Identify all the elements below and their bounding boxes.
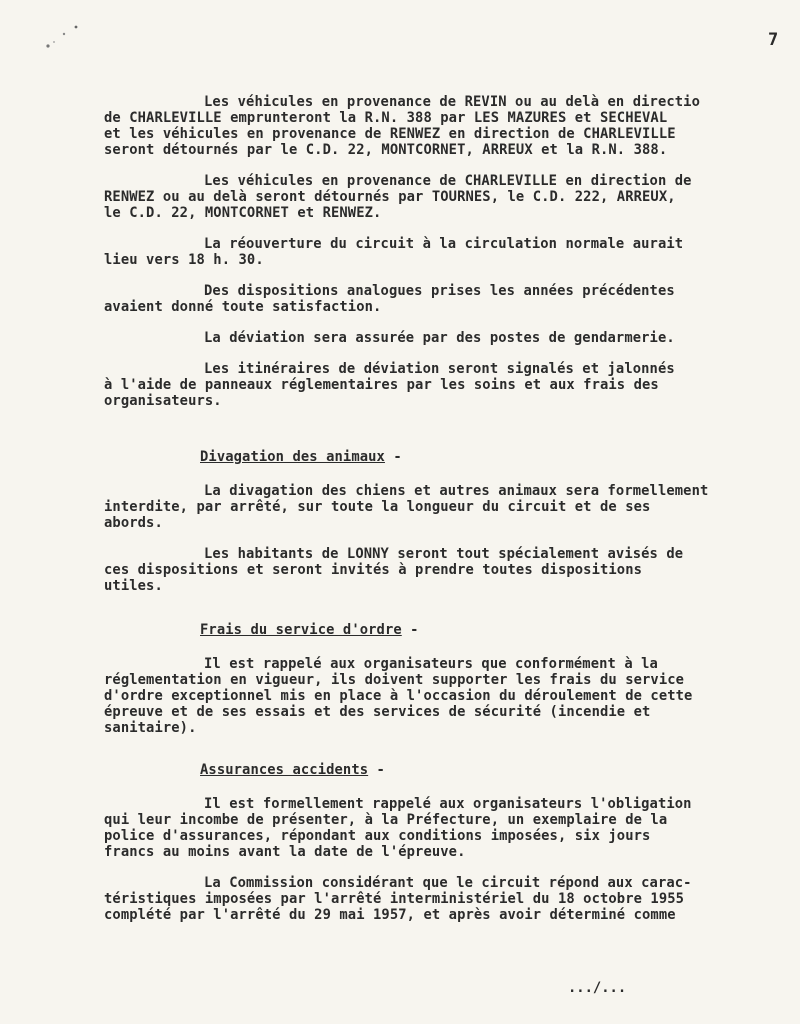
text-line: interdite, par arrêté, sur toute la longueur du circuit et de ses [104,499,651,515]
text-line: La déviation sera assurée par des postes de gendarmerie. [204,330,675,346]
heading-dash: - [368,762,385,778]
text-line: avaient donné toute satisfaction. [104,299,382,315]
text-line: Les véhicules en provenance de REVIN ou au delà en directio [204,94,700,110]
continuation-mark: .../... [568,980,627,996]
text-line: Les habitants de LONNY seront tout spécialement avisés de [204,546,684,562]
text-line: téristiques imposées par l'arrêté interministériel du 18 octobre 1955 [104,891,685,907]
document-body [104,94,794,938]
text-line: francs au moins avant la date de l'épreuve. [104,844,466,860]
section-heading-service-costs [200,622,794,638]
text-line: ces dispositions et seront invités à prendre toutes dispositions [104,562,643,578]
text-line: complété par l'arrêté du 29 mai 1957, et après avoir déterminé comme [104,907,676,923]
text-line: de CHARLEVILLE emprunteront la R.N. 388 par LES MAZURES et SECHEVAL [104,110,668,126]
text-line: La divagation des chiens et autres animaux sera formellement [204,483,709,499]
heading-dash: - [384,449,402,465]
text-line: épreuve et de ses essais et des services de sécurité (incendie et [104,704,651,720]
text-line: La Commission considérant que le circuit répond aux carac- [204,875,692,891]
section-title: Frais du service d'ordre [200,622,402,638]
paragraph-service-costs [104,656,794,736]
paragraph-reopening [104,236,794,268]
section-title: Divagation des animaux [200,449,385,465]
paragraph-previous-years [104,283,794,315]
text-line: qui leur incombe de présenter, à la Préfecture, un exemplaire de la [104,812,668,828]
paragraph-gendarmerie [104,330,794,346]
section-heading-animals [200,449,794,465]
paragraph-animals-ban [104,483,794,531]
ink-smudge-mark [42,22,82,56]
text-line: lieu vers 18 h. 30. [104,252,264,268]
paragraph-commission [104,875,794,923]
section-heading-insurance [200,762,794,778]
text-line: utiles. [104,578,163,594]
text-line: seront détournés par le C.D. 22, MONTCORNET, ARREUX et la R.N. 388. [104,142,668,158]
text-line: réglementation en vigueur, ils doivent supporter les frais du service [104,672,685,688]
text-line: Les itinéraires de déviation seront signalés et jalonnés [204,361,675,377]
text-line: RENWEZ ou au delà seront détournés par TOURNES, le C.D. 222, ARREUX, [104,189,676,205]
text-line: sanitaire). [104,720,197,736]
text-line: abords. [104,515,163,531]
text-line: organisateurs. [104,393,222,409]
text-line: Des dispositions analogues prises les années précédentes [204,283,675,299]
text-line: le C.D. 22, MONTCORNET et RENWEZ. [104,205,382,221]
paragraph-deviation-charleville [104,173,794,221]
text-line: Il est rappelé aux organisateurs que conformément à la [204,656,658,672]
paragraph-lonny-residents [104,546,794,594]
text-line: La réouverture du circuit à la circulation normale aurait [204,236,684,252]
text-line: d'ordre exceptionnel mis en place à l'occasion du déroulement de cette [104,688,693,704]
paragraph-deviation-revin [104,94,794,158]
section-title: Assurances accidents [200,762,369,778]
text-line: Il est formellement rappelé aux organisateurs l'obligation [204,796,692,812]
page-number: 7 [768,30,779,50]
text-line: à l'aide de panneaux réglementaires par les soins et aux frais des [104,377,659,393]
text-line: Les véhicules en provenance de CHARLEVILLE en direction de [204,173,692,189]
paragraph-insurance [104,796,794,860]
text-line: police d'assurances, répondant aux conditions imposées, six jours [104,828,651,844]
heading-dash: - [401,622,419,638]
text-line: et les véhicules en provenance de RENWEZ en direction de CHARLEVILLE [104,126,676,142]
paragraph-signage [104,361,794,409]
